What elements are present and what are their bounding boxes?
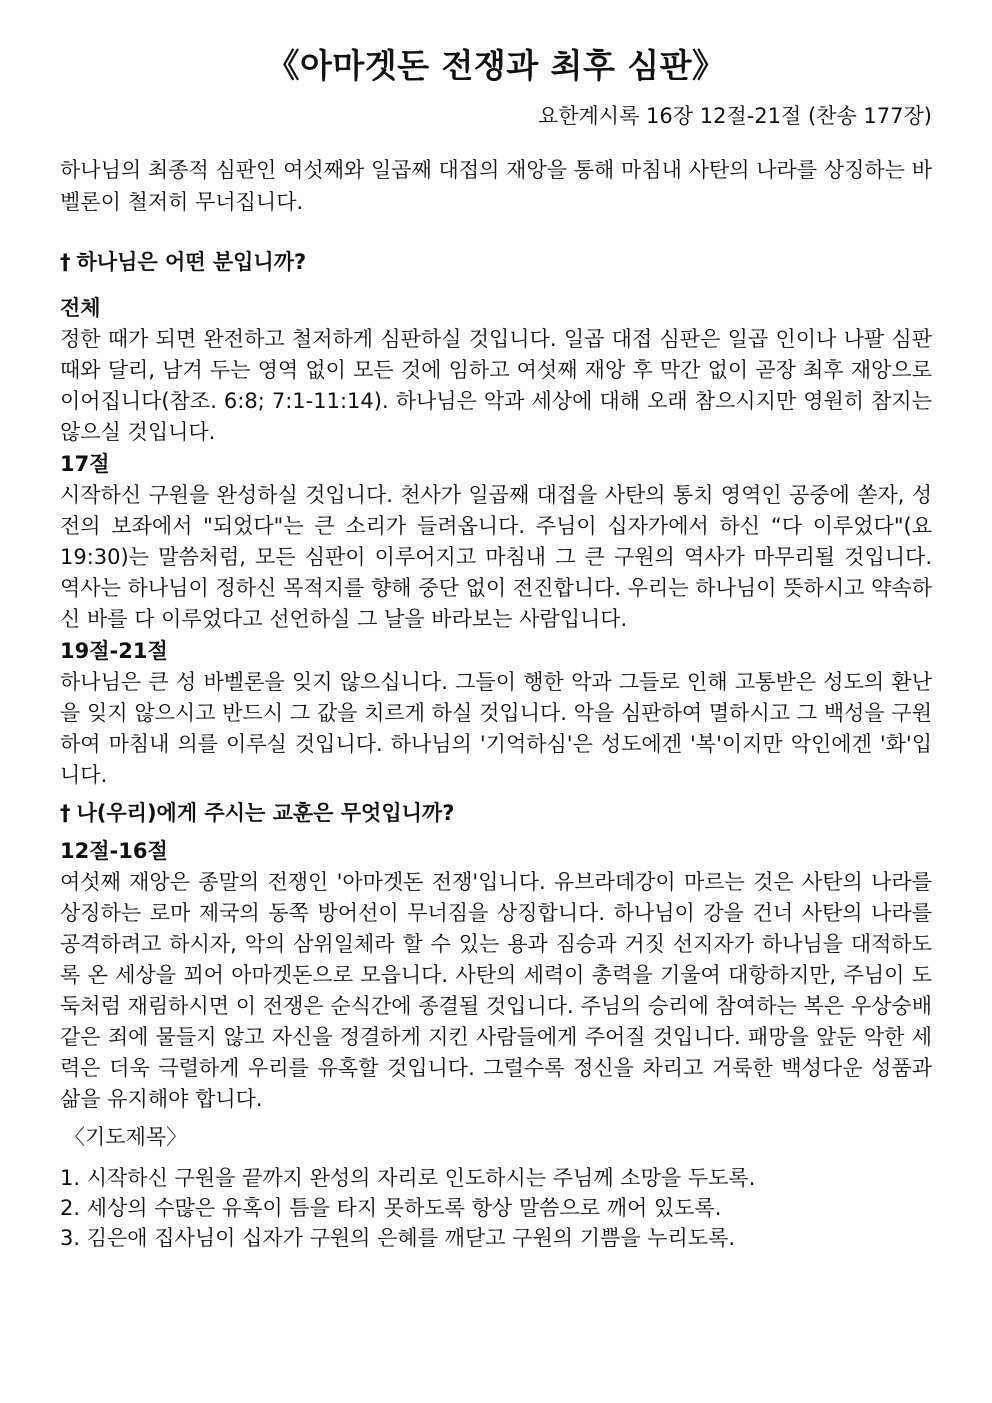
prayer-list	[60, 1163, 932, 1253]
dagger-icon: †	[60, 801, 71, 825]
section-lesson	[60, 797, 932, 1115]
block-text: 여섯째 재앙은 종말의 전쟁인 '아마겟돈 전쟁'입니다. 유브라데강이 마르는 것은 사탄의 나라를 상징하는 로마 제국의 동쪽 방어선이 무너짐을 상징합니다. 하나님이 강을 건너 사탄의 나라를 공격하려고 하시자, 악의 삼위일체라 할 수 있는 용과 짐승과 거짓 선지자가 하나님을 대적하도록 온 세상을 꾀어 아마겟돈으로 모읍니다. 사탄의 세력이 총력을 기울여 대항하지만, 주님이 도둑처럼 재림하시면 이 전쟁은 순식간에 종결될 것입니다. 주님의 승리에 참여하는 복은 우상숭배 같은 죄에 물들지 않고 자신을 정결하게 지킨 사람들에게 주어질 것입니다. 패망을 앞둔 악한 세력은 더욱 극렬하게 우리를 유혹할 것입니다. 그럴수록 정신을 차리고 거룩한 백성다운 성품과 삶을 유지해야 합니다.	[60, 870, 932, 1111]
block-verse-19-21	[60, 635, 932, 791]
block-verse-17	[60, 448, 932, 635]
block-overall	[60, 292, 932, 448]
prayer-section	[60, 1121, 932, 1253]
prayer-item: 2. 세상의 수많은 유혹이 틈을 타지 못하도록 항상 말씀으로 깨어 있도록.	[60, 1196, 722, 1220]
section-who-is-god	[60, 246, 932, 791]
block-text: 시작하신 구원을 완성하실 것입니다. 천사가 일곱째 대접을 사탄의 통치 영역인 공중에 쏟자, 성전의 보좌에서 "되었다"는 큰 소리가 들려옵니다. 주님이 십자가에서 하신 “다 이루었다"(요19:30)는 말씀처럼, 모든 심판이 이루어지고 마침내 그 큰 구원의 역사가 마무리될 것입니다. 역사는 하나님이 정하신 목적지를 향해 중단 없이 전진합니다. 우리는 하나님이 뜻하시고 약속하신 바를 다 이루었다고 선언하실 그 날을 바라보는 사람입니다.	[60, 483, 932, 631]
section-heading	[60, 246, 932, 278]
block-label: 19절-21절	[60, 639, 168, 663]
document-title: 《아마겟돈 전쟁과 최후 심판》	[266, 46, 726, 85]
block-verse-12-16	[60, 835, 932, 1115]
intro-paragraph: 하나님의 최종적 심판인 여섯째와 일곱째 대접의 재앙을 통해 마침내 사탄의 나라를 상징하는 바벨론이 철저히 무너집니다.	[60, 158, 932, 214]
block-text: 하나님은 큰 성 바벨론을 잊지 않으십니다. 그들이 행한 악과 그들로 인해 고통받은 성도의 환난을 잊지 않으시고 반드시 그 값을 치르게 하실 것입니다. 악을 심판하여 멸하시고 그 백성을 구원하여 마침내 의를 이루실 것입니다. 하나님의 '기억하심'은 성도에겐 '복'이지만 악인에겐 '화'입니다.	[60, 670, 932, 787]
scripture-reference: 요한계시록 16장 12절-21절 (찬송 177장)	[537, 104, 932, 128]
block-label: 12절-16절	[60, 839, 168, 863]
section-heading	[60, 797, 932, 829]
section-heading-text: 나(우리)에게 주시는 교훈은 무엇입니까?	[76, 801, 455, 825]
document-page	[60, 44, 932, 1253]
block-label: 17절	[60, 452, 110, 476]
section-heading-text: 하나님은 어떤 분입니까?	[76, 250, 307, 274]
prayer-item: 3. 김은애 집사님이 십자가 구원의 은혜를 깨닫고 구원의 기쁨을 누리도록.	[60, 1226, 736, 1250]
dagger-icon: †	[60, 250, 71, 274]
prayer-heading: 〈기도제목〉	[64, 1125, 188, 1149]
block-text: 정한 때가 되면 완전하고 철저하게 심판하실 것입니다. 일곱 대접 심판은 일곱 인이나 나팔 심판 때와 달리, 남겨 두는 영역 없이 모든 것에 임하고 여섯째 재앙 후 막간 없이 곧장 최후 재앙으로 이어집니다(참조. 6:8; 7:1-11:14). 하나님은 악과 세상에 대해 오래 참으시지만 영원히 참지는 않으실 것입니다.	[60, 327, 932, 444]
block-label: 전체	[60, 296, 101, 320]
prayer-item: 1. 시작하신 구원을 끝까지 완성의 자리로 인도하시는 주님께 소망을 두도록.	[60, 1166, 756, 1190]
